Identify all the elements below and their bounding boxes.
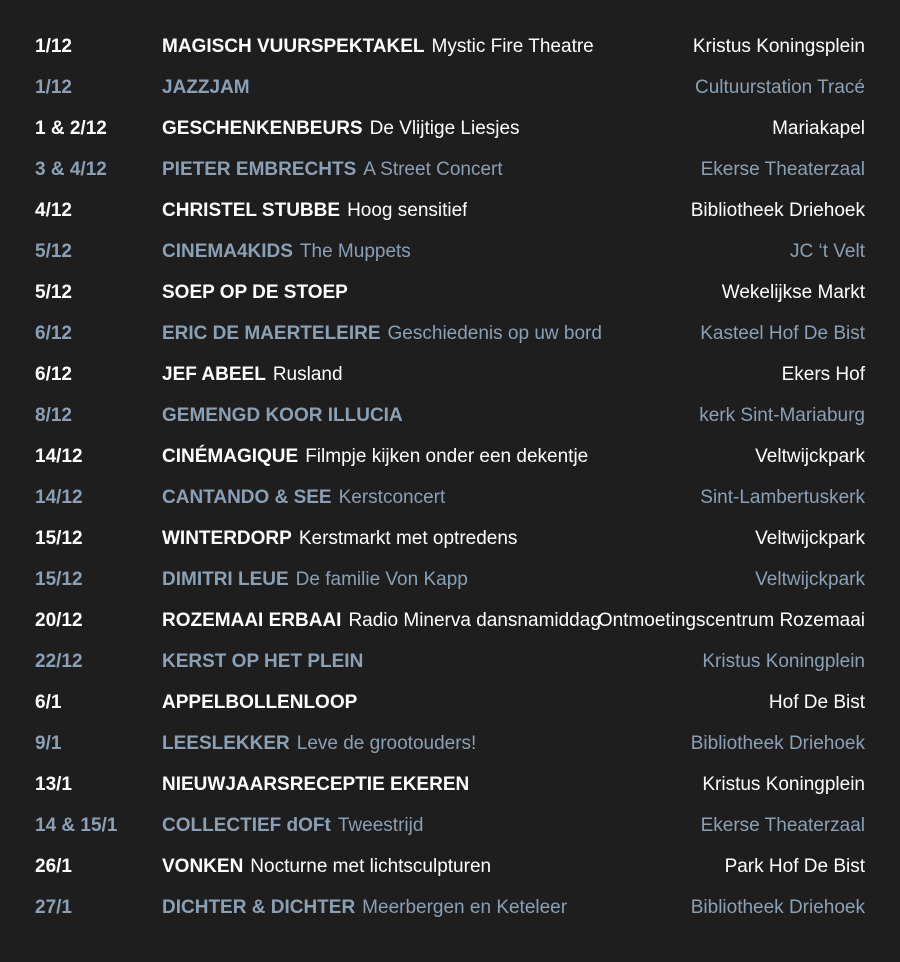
event-subtitle: Rusland bbox=[272, 364, 343, 385]
event-subtitle: Kerstmarkt met optredens bbox=[298, 528, 518, 549]
event-description bbox=[162, 477, 445, 518]
event-venue: Park Hof De Bist bbox=[724, 856, 865, 877]
event-description bbox=[162, 231, 411, 272]
event-row bbox=[0, 559, 900, 600]
event-row bbox=[0, 436, 900, 477]
event-venue: Ekerse Theaterzaal bbox=[700, 159, 865, 180]
event-row bbox=[0, 846, 900, 887]
event-row bbox=[0, 354, 900, 395]
event-date: 14 & 15/1 bbox=[35, 815, 118, 836]
event-title: GESCHENKENBEURS bbox=[162, 118, 363, 139]
event-date: 6/1 bbox=[35, 692, 62, 713]
event-title: GEMENGD KOOR ILLUCIA bbox=[162, 405, 403, 426]
event-row bbox=[0, 518, 900, 559]
event-venue: Bibliotheek Driehoek bbox=[690, 733, 865, 754]
event-description bbox=[162, 190, 467, 231]
event-venue: Veltwijckpark bbox=[755, 446, 865, 467]
event-row bbox=[0, 26, 900, 67]
event-venue: Kristus Koningplein bbox=[702, 774, 865, 795]
event-title: CINEMA4KIDS bbox=[162, 241, 293, 262]
event-description bbox=[162, 313, 602, 354]
event-row bbox=[0, 641, 900, 682]
event-title: CHRISTEL STUBBE bbox=[162, 200, 341, 221]
event-title: PIETER EMBRECHTS bbox=[162, 159, 357, 180]
event-date: 1 & 2/12 bbox=[35, 118, 107, 139]
event-venue: Ekerse Theaterzaal bbox=[700, 815, 865, 836]
event-title: JEF ABEEL bbox=[162, 364, 266, 385]
event-row bbox=[0, 600, 900, 641]
event-date: 1/12 bbox=[35, 77, 72, 98]
event-description bbox=[162, 764, 469, 805]
event-title: JAZZJAM bbox=[162, 77, 250, 98]
event-venue: kerk Sint-Mariaburg bbox=[699, 405, 865, 426]
event-title: NIEUWJAARSRECEPTIE EKEREN bbox=[162, 774, 470, 795]
event-date: 5/12 bbox=[35, 241, 72, 262]
event-description bbox=[162, 272, 348, 313]
event-description bbox=[162, 518, 517, 559]
event-description bbox=[162, 149, 503, 190]
event-description bbox=[162, 559, 468, 600]
event-description bbox=[162, 108, 520, 149]
event-description bbox=[162, 887, 567, 928]
event-subtitle: Tweestrijd bbox=[337, 815, 424, 836]
event-title: CANTANDO & SEE bbox=[162, 487, 332, 508]
event-subtitle: De familie Von Kapp bbox=[295, 569, 468, 590]
event-description bbox=[162, 436, 588, 477]
event-date: 15/12 bbox=[35, 528, 83, 549]
event-venue: Veltwijckpark bbox=[755, 528, 865, 549]
event-date: 26/1 bbox=[35, 856, 72, 877]
event-row bbox=[0, 272, 900, 313]
event-row bbox=[0, 764, 900, 805]
event-venue: Cultuurstation Tracé bbox=[694, 77, 865, 98]
event-subtitle: Meerbergen en Keteleer bbox=[362, 897, 568, 918]
event-title: MAGISCH VUURSPEKTAKEL bbox=[162, 36, 425, 57]
event-title: ROZEMAAI ERBAAI bbox=[162, 610, 342, 631]
event-title: LEESLEKKER bbox=[162, 733, 290, 754]
event-row bbox=[0, 395, 900, 436]
event-date: 15/12 bbox=[35, 569, 83, 590]
event-venue: Kristus Koningsplein bbox=[692, 36, 865, 57]
event-title: SOEP OP DE STOEP bbox=[162, 282, 348, 303]
event-title: KERST OP HET PLEIN bbox=[162, 651, 364, 672]
event-row bbox=[0, 805, 900, 846]
event-venue: Mariakapel bbox=[772, 118, 865, 139]
event-subtitle: Leve de grootouders! bbox=[296, 733, 477, 754]
event-row bbox=[0, 108, 900, 149]
event-title: WINTERDORP bbox=[162, 528, 292, 549]
event-date: 5/12 bbox=[35, 282, 72, 303]
event-date: 14/12 bbox=[35, 487, 83, 508]
event-description bbox=[162, 682, 357, 723]
event-subtitle: Hoog sensitief bbox=[347, 200, 468, 221]
event-date: 14/12 bbox=[35, 446, 83, 467]
event-subtitle: De Vlijtige Liesjes bbox=[369, 118, 520, 139]
event-row bbox=[0, 887, 900, 928]
event-row bbox=[0, 149, 900, 190]
event-row bbox=[0, 231, 900, 272]
event-row bbox=[0, 477, 900, 518]
event-title: COLLECTIEF dOFt bbox=[162, 815, 331, 836]
event-row bbox=[0, 723, 900, 764]
event-date: 27/1 bbox=[35, 897, 72, 918]
event-subtitle: A Street Concert bbox=[363, 159, 503, 180]
event-description bbox=[162, 846, 491, 887]
event-venue: Kristus Koningplein bbox=[702, 651, 865, 672]
event-title: DICHTER & DICHTER bbox=[162, 897, 356, 918]
event-subtitle: Filmpje kijken onder een dekentje bbox=[305, 446, 589, 467]
event-subtitle: Geschiedenis op uw bord bbox=[387, 323, 602, 344]
event-subtitle: The Muppets bbox=[299, 241, 411, 262]
event-description bbox=[162, 600, 601, 641]
event-description bbox=[162, 67, 250, 108]
event-row bbox=[0, 313, 900, 354]
event-venue: Kasteel Hof De Bist bbox=[700, 323, 865, 344]
event-row bbox=[0, 682, 900, 723]
event-date: 4/12 bbox=[35, 200, 72, 221]
event-list bbox=[0, 26, 900, 928]
event-title: ERIC DE MAERTELEIRE bbox=[162, 323, 381, 344]
event-venue: Sint-Lambertuskerk bbox=[700, 487, 865, 508]
event-title: CINÉMAGIQUE bbox=[162, 446, 299, 467]
event-venue: Bibliotheek Driehoek bbox=[690, 200, 865, 221]
event-subtitle: Radio Minerva dansnamiddag bbox=[348, 610, 601, 631]
event-subtitle: Mystic Fire Theatre bbox=[431, 36, 594, 57]
event-venue: Veltwijckpark bbox=[755, 569, 865, 590]
event-subtitle: Nocturne met lichtsculpturen bbox=[250, 856, 492, 877]
event-row bbox=[0, 190, 900, 231]
event-date: 20/12 bbox=[35, 610, 83, 631]
event-venue: JC ‘t Velt bbox=[790, 241, 865, 262]
event-date: 6/12 bbox=[35, 323, 72, 344]
event-title: APPELBOLLENLOOP bbox=[162, 692, 358, 713]
event-description bbox=[162, 723, 476, 764]
event-description bbox=[162, 26, 594, 67]
event-date: 22/12 bbox=[35, 651, 83, 672]
event-row bbox=[0, 67, 900, 108]
event-description bbox=[162, 395, 403, 436]
event-date: 3 & 4/12 bbox=[35, 159, 107, 180]
event-venue: Wekelijkse Markt bbox=[721, 282, 865, 303]
event-date: 9/1 bbox=[35, 733, 62, 754]
event-description bbox=[162, 354, 343, 395]
event-title: DIMITRI LEUE bbox=[162, 569, 289, 590]
event-date: 6/12 bbox=[35, 364, 72, 385]
event-venue: Hof De Bist bbox=[768, 692, 865, 713]
event-date: 1/12 bbox=[35, 36, 72, 57]
event-subtitle: Kerstconcert bbox=[338, 487, 446, 508]
event-date: 8/12 bbox=[35, 405, 72, 426]
event-venue: Bibliotheek Driehoek bbox=[690, 897, 865, 918]
event-description bbox=[162, 641, 363, 682]
event-description bbox=[162, 805, 423, 846]
event-venue: Ontmoetingscentrum Rozemaai bbox=[597, 610, 865, 631]
event-venue: Ekers Hof bbox=[781, 364, 865, 385]
event-title: VONKEN bbox=[162, 856, 244, 877]
event-date: 13/1 bbox=[35, 774, 72, 795]
